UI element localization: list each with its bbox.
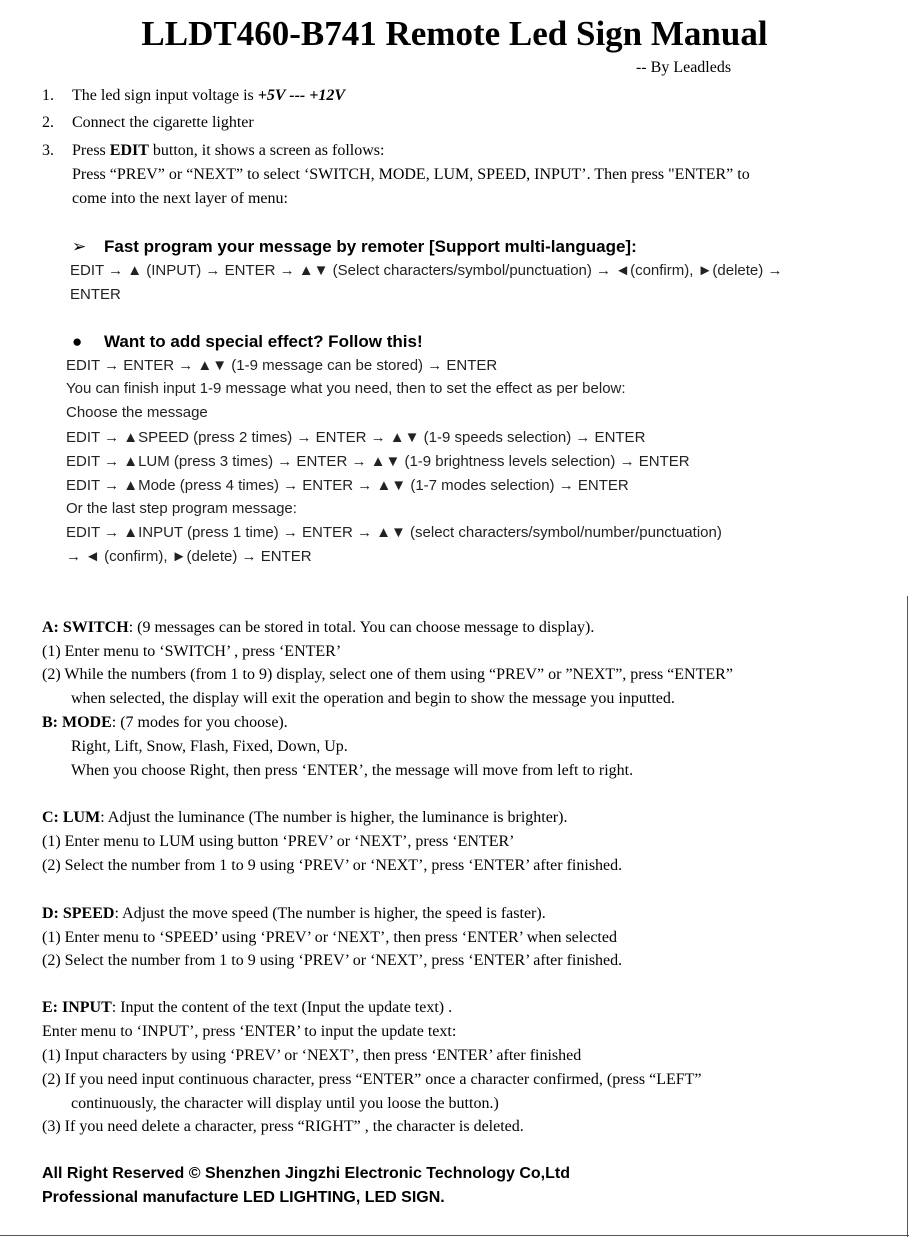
fast-program-title: Fast program your message by remoter [Support multi-language]:: [104, 237, 637, 256]
effect-line: EDIT → ENTER → ▲▼ (1-9 message can be stored) → ENTER: [66, 357, 498, 374]
section-desc: : Adjust the move speed (The number is higher, the speed is faster).: [114, 905, 546, 922]
section-line: (1) Enter menu to ‘SWITCH’ , press ‘ENTER’: [42, 643, 342, 660]
effect-title: Want to add special effect? Follow this!: [104, 332, 423, 351]
edit-keyword: EDIT: [109, 142, 149, 159]
effect-line: You can finish input 1-9 message what you need, then to set the effect as per below:: [66, 380, 626, 397]
step-1: [42, 87, 345, 105]
fast-program-heading: [72, 237, 637, 257]
section-line: (2) Select the number from 1 to 9 using ‘PREV’ or ‘NEXT’, press ‘ENTER’ after finished.: [42, 857, 623, 874]
effect-line: Choose the message: [66, 404, 208, 421]
step-3: [42, 142, 384, 160]
effect-line: EDIT → ▲Mode (press 4 times) → ENTER → ▲▼ (1-7 modes selection) → ENTER: [66, 477, 629, 494]
section-line: (1) Enter menu to ‘SPEED’ using ‘PREV’ or ‘NEXT’, then press ‘ENTER’ when selected: [42, 929, 617, 946]
section-label: E: INPUT: [42, 999, 112, 1016]
voltage-value: +5V --- +12V: [257, 87, 346, 104]
section-desc: : (7 modes for you choose).: [111, 714, 288, 731]
section-line: (2) While the numbers (from 1 to 9) display, select one of them using “PREV” or ”NEXT”, press “ENTER”: [42, 666, 733, 683]
footer-copyright: All Right Reserved © Shenzhen Jingzhi Electronic Technology Co,Ltd: [42, 1165, 570, 1182]
effect-line: EDIT → ▲INPUT (press 1 time) → ENTER → ▲▼ (select characters/symbol/number/punctuation): [66, 524, 722, 541]
section-line: (2) Select the number from 1 to 9 using ‘PREV’ or ‘NEXT’, press ‘ENTER’ after finished.: [42, 952, 623, 969]
page-title: LLDT460-B741 Remote Led Sign Manual: [141, 14, 768, 53]
effect-line: EDIT → ▲LUM (press 3 times) → ENTER → ▲▼ (1-9 brightness levels selection) → ENTER: [66, 453, 690, 470]
footer-tagline: Professional manufacture LED LIGHTING, LED SIGN.: [42, 1189, 445, 1206]
section-line: Enter menu to ‘INPUT’, press ‘ENTER’ to input the update text:: [42, 1023, 457, 1040]
section-line: (1) Input characters by using ‘PREV’ or ‘NEXT’, then press ‘ENTER’ after finished: [42, 1047, 582, 1064]
step-number: 3.: [42, 142, 54, 159]
section-line: when selected, the display will exit the operation and begin to show the message you inputted.: [71, 690, 675, 707]
step-number: 1.: [42, 87, 54, 104]
step-text-cont: button, it shows a screen as follows:: [148, 142, 385, 159]
step-2: [42, 114, 254, 132]
section-line: When you choose Right, then press ‘ENTER’, the message will move from left to right.: [71, 762, 634, 779]
effect-line: Or the last step program message:: [66, 500, 297, 517]
section-line: (3) If you need delete a character, press “RIGHT” , the character is deleted.: [42, 1118, 524, 1135]
section-label: A: SWITCH: [42, 619, 129, 636]
section-desc: : Adjust the luminance (The number is higher, the luminance is brighter).: [100, 809, 568, 826]
step-text: The led sign input voltage is: [72, 87, 258, 104]
step-number: 2.: [42, 114, 54, 131]
section-label: D: SPEED: [42, 905, 115, 922]
page-border-right: [907, 596, 908, 1237]
page-border-bottom: [0, 1235, 909, 1236]
fast-program-line: EDIT → ▲ (INPUT) → ENTER → ▲▼ (Select characters/symbol/punctuation) → ◄(confirm), ►(delete) →: [70, 262, 783, 279]
section-lum-heading: [42, 809, 567, 827]
section-line: Right, Lift, Snow, Flash, Fixed, Down, Up.: [71, 738, 348, 755]
section-line: (1) Enter menu to LUM using button ‘PREV’ or ‘NEXT’, press ‘ENTER’: [42, 833, 515, 850]
section-mode-heading: [42, 714, 288, 732]
section-input-heading: [42, 999, 452, 1017]
section-label: C: LUM: [42, 809, 101, 826]
section-line: continuously, the character will display until you loose the button.): [71, 1095, 499, 1112]
section-speed-heading: [42, 905, 546, 923]
section-line: (2) If you need input continuous character, press “ENTER” once a character confirmed, (press “LEFT”: [42, 1071, 702, 1088]
step-3-line-2: Press “PREV” or “NEXT” to select ‘SWITCH, MODE, LUM, SPEED, INPUT’. Then press "ENTER” to: [72, 166, 750, 183]
byline: -- By Leadleds: [636, 59, 732, 76]
section-switch-heading: [42, 619, 594, 637]
step-text: Press: [72, 142, 110, 159]
step-3-line-3: come into the next layer of menu:: [72, 190, 288, 207]
effect-heading: [72, 332, 423, 352]
dot-bullet-icon: ●: [72, 332, 83, 351]
arrow-bullet-icon: ➢: [72, 237, 87, 256]
fast-program-line: ENTER: [70, 286, 121, 303]
step-text: Connect the cigarette lighter: [72, 114, 254, 131]
section-label: B: MODE: [42, 714, 112, 731]
section-desc: : (9 messages can be stored in total. You can choose message to display).: [128, 619, 595, 636]
effect-line: → ◄ (confirm), ►(delete) → ENTER: [66, 548, 312, 565]
section-desc: : Input the content of the text (Input the update text) .: [111, 999, 453, 1016]
effect-line: EDIT → ▲SPEED (press 2 times) → ENTER → ▲▼ (1-9 speeds selection) → ENTER: [66, 429, 646, 446]
